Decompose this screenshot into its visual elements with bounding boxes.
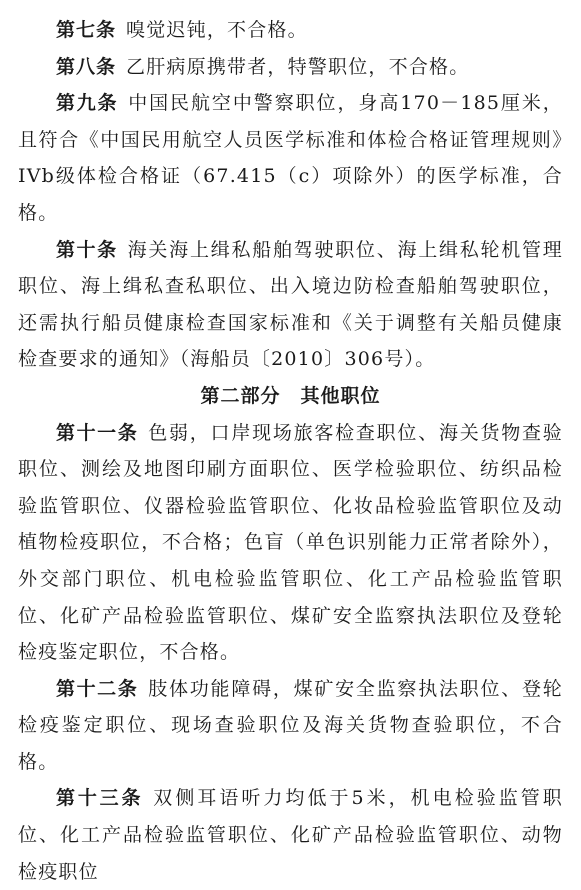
article-10-label: 第十条: [56, 238, 118, 261]
article-7-label: 第七条: [56, 19, 117, 41]
article-8: [18, 49, 563, 86]
section-heading-part-2: 第二部分 其他职位: [200, 384, 381, 407]
article-10: [18, 232, 563, 378]
article-8-text: 乙肝病原携带者，特警职位，不合格。: [126, 55, 470, 78]
article-10-text: 海关海上缉私船舶驾驶职位、海上缉私轮机管理职位、海上缉私查私职位、出入境边防检查船舶驾驶职位，还需执行船员健康检查国家标准和《关于调整有关船员健康检查要求的通知》（海船员〔2010〕306号）。: [18, 238, 563, 371]
article-9-label: 第九条: [56, 92, 119, 115]
article-13: [18, 780, 563, 890]
article-9: [18, 85, 563, 231]
article-13-label: 第十三条: [56, 787, 144, 810]
article-7-text: 嗅觉迟钝，不合格。: [126, 19, 308, 41]
article-11-text: 色弱，口岸现场旅客检查职位、海关货物查验职位、测绘及地图印刷方面职位、医学检验职位、纺织品检验监管职位、仪器检验监管职位、化妆品检验监管职位及动植物检疫职位，不合格；色盲（单色识别能力正常者除外），外交部门职位、机电检验监管职位、化工产品检验监管职位、化矿产品检验监管职位、煤矿安全监察执法职位及登轮检疫鉴定职位，不合格。: [18, 421, 563, 664]
article-7: [18, 12, 563, 49]
article-12-text: 肢体功能障碍，煤矿安全监察执法职位、登轮检疫鉴定职位、现场查验职位及海关货物查验职位，不合格。: [18, 677, 563, 773]
article-12-label: 第十二条: [56, 677, 139, 700]
article-9-text: 中国民航空中警察职位，身高170－185厘米，且符合《中国民用航空人员医学标准和体检合格证管理规则》IVb级体检合格证（67.415（c）项除外）的医学标准，合格。: [18, 92, 563, 224]
article-11: [18, 415, 563, 671]
article-13-text: 双侧耳语听力均低于5米，机电检验监管职位、化工产品检验监管职位、化矿产品检验监管职位、动物检疫职位: [18, 787, 563, 883]
article-8-label: 第八条: [56, 55, 117, 78]
article-11-label: 第十一条: [56, 421, 139, 444]
article-12: [18, 671, 563, 781]
